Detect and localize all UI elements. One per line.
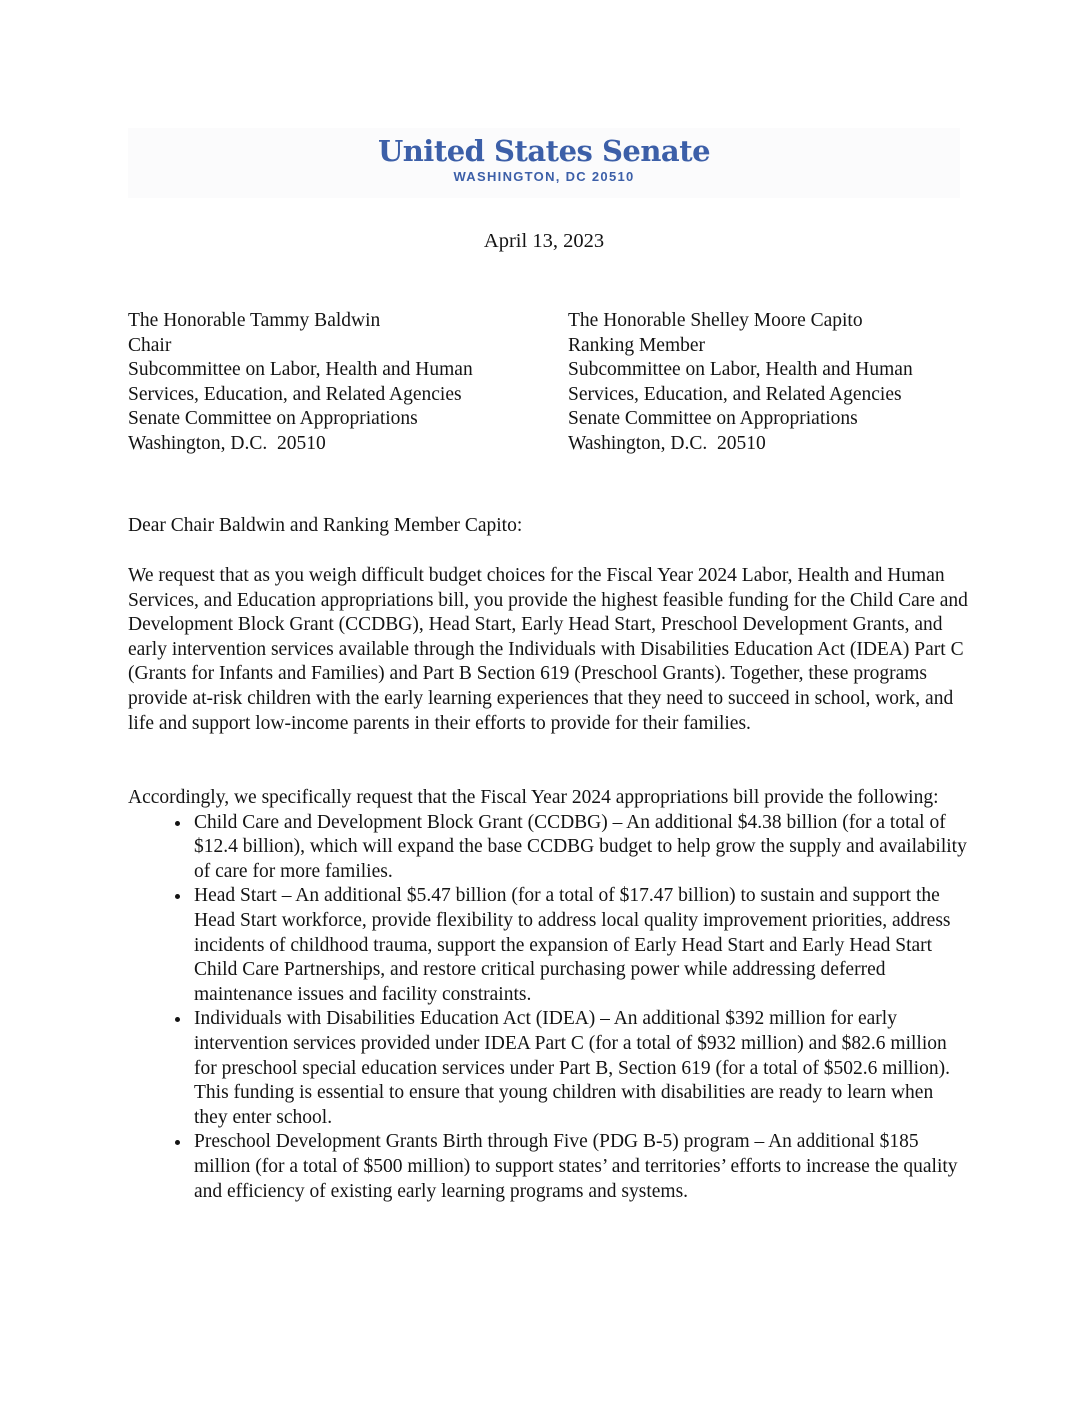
recipient-org-line: Subcommittee on Labor, Health and Human [568,359,913,381]
list-item-idea: • Individuals with Disabilities Education Act (IDEA) – An additional $392 million for early intervention services provided under IDEA Part C (for a total of $932 million) and $82.6 million for preschool special education services under Part B, Section 619 (for a total of $502.6 million). This funding is essential to ensure that young children with disabilities are ready to learn when they enter school. [192,1007,968,1130]
recipient-title: Ranking Member [568,334,706,356]
recipient-right [568,309,960,457]
list-item-pdg: • Preschool Development Grants Birth through Five (PDG B-5) program – An additional $185 million (for a total of $500 million) to support states’ and territories’ efforts to increase the quality and efficiency of existing early learning programs and systems. [192,1130,968,1204]
recipient-title: Chair [128,334,172,356]
recipient-blocks [128,309,960,457]
letterhead [128,128,960,198]
recipient-left [128,309,568,457]
paragraph-accordingly: Accordingly, we specifically request that the Fiscal Year 2024 appropriations bill provide the following: [128,787,939,808]
list-item-ccdbg: • Child Care and Development Block Grant (CCDBG) – An additional $4.38 billion (for a total of $12.4 billion), which will expand the base CCDBG budget to help grow the supply and availability of care for more families. [192,811,968,885]
list-item-head-start: • Head Start – An additional $5.47 billion (for a total of $17.47 billion) to sustain and support the Head Start workforce, provide flexibility to address local quality improvement priorities, address incidents of childhood trauma, support the expansion of Early Head Start and Early Head Start Child Care Partnerships, and restore critical purchasing power while addressing deferred maintenance issues and facility constraints. [192,884,968,1007]
recipient-org-line: Services, Education, and Related Agencies [128,383,462,405]
recipient-org-line: Senate Committee on Appropriations [568,408,858,430]
date-line: April 13, 2023 [483,230,605,252]
recipient-city-line: Washington, D.C. 20510 [128,432,326,454]
salutation: Dear Chair Baldwin and Ranking Member Capito: [128,515,523,536]
recipient-name: The Honorable Tammy Baldwin [128,310,381,331]
letterhead-title: United States Senate [377,134,711,168]
paragraph-request: We request that as you weigh difficult budget choices for the Fiscal Year 2024 Labor, Health and Human Services, and Education appropriations bill, you provide the highest feasible funding for the Child Care and Development Block Grant (CCDBG), Head Start, Early Head Start, Preschool Development Grants, and early intervention services available through the Individuals with Disabilities Education Act (IDEA) Part C (Grants for Infants and Families) and Part B Section 619 (Preschool Grants). Together, these programs provide at-risk children with the early learning experiences that they need to succeed in school, work, and life and support low-income parents in their efforts to provide for their families. [128,565,968,734]
recipient-org-line: Subcommittee on Labor, Health and Human [128,359,473,381]
funding-request-list [128,811,968,1205]
letterhead-address: WASHINGTON, DC 20510 [453,169,635,184]
request-block [128,786,968,1204]
recipient-name: The Honorable Shelley Moore Capito [568,310,863,331]
recipient-org-line: Senate Committee on Appropriations [128,408,418,430]
recipient-city-line: Washington, D.C. 20510 [568,432,766,454]
recipient-org-line: Services, Education, and Related Agencies [568,383,902,405]
